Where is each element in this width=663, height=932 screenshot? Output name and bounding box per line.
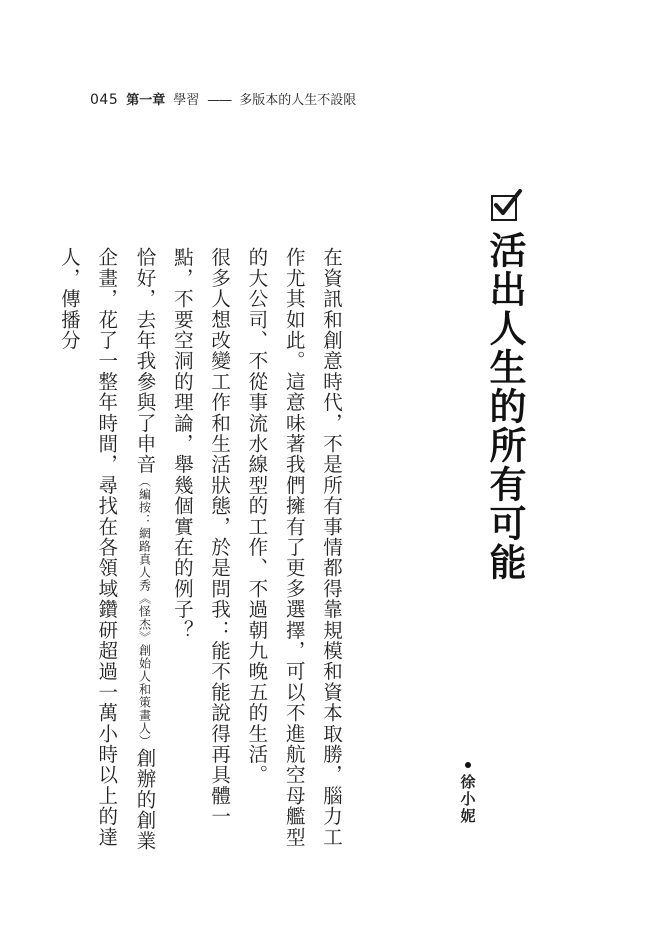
body-text [51, 222, 350, 862]
section-label: 學習 [173, 93, 200, 108]
author-name: 徐小妮 [458, 774, 477, 825]
checkbox-checked-icon [491, 195, 517, 221]
editor-note: （編按：網路真人秀《怪杰》創始人和策畫人） [137, 475, 152, 749]
paragraph-1: 在資訊和創意時代，不是所有事情都得靠規模和資本取勝，腦力工作尤其如此。這意味著我們擁有了更多選擇，可以不進航空母艦型的大公司、不從事流水線型的工作、不過朝九晚五的生活。 [245, 247, 343, 848]
paragraph-3 [51, 222, 164, 862]
chapter-label: 第一章 [126, 93, 166, 108]
article-title: 活出人生的所有可能 [483, 231, 526, 582]
paragraph-3-end: 創辦的創業企畫，花了一整年時間，尋找在各領域鑽研超過一萬小時以上的達人，傳播分 [57, 247, 157, 852]
page-number: 045 [90, 92, 119, 108]
running-header [90, 89, 356, 108]
title-block [482, 195, 526, 582]
paragraph-3-start: 恰好，去年我參與了申音 [133, 247, 157, 476]
author-block [456, 762, 480, 825]
header-subtitle: 多版本的人生不設限 [239, 93, 357, 108]
header-separator: —— [207, 93, 232, 108]
bullet-dot [465, 762, 471, 768]
paragraph-2: 很多人想改變工作和生活狀態，於是問我：能不能說得再具體一點，不要空洞的理論，舉幾個實在的例子？ [170, 247, 232, 827]
